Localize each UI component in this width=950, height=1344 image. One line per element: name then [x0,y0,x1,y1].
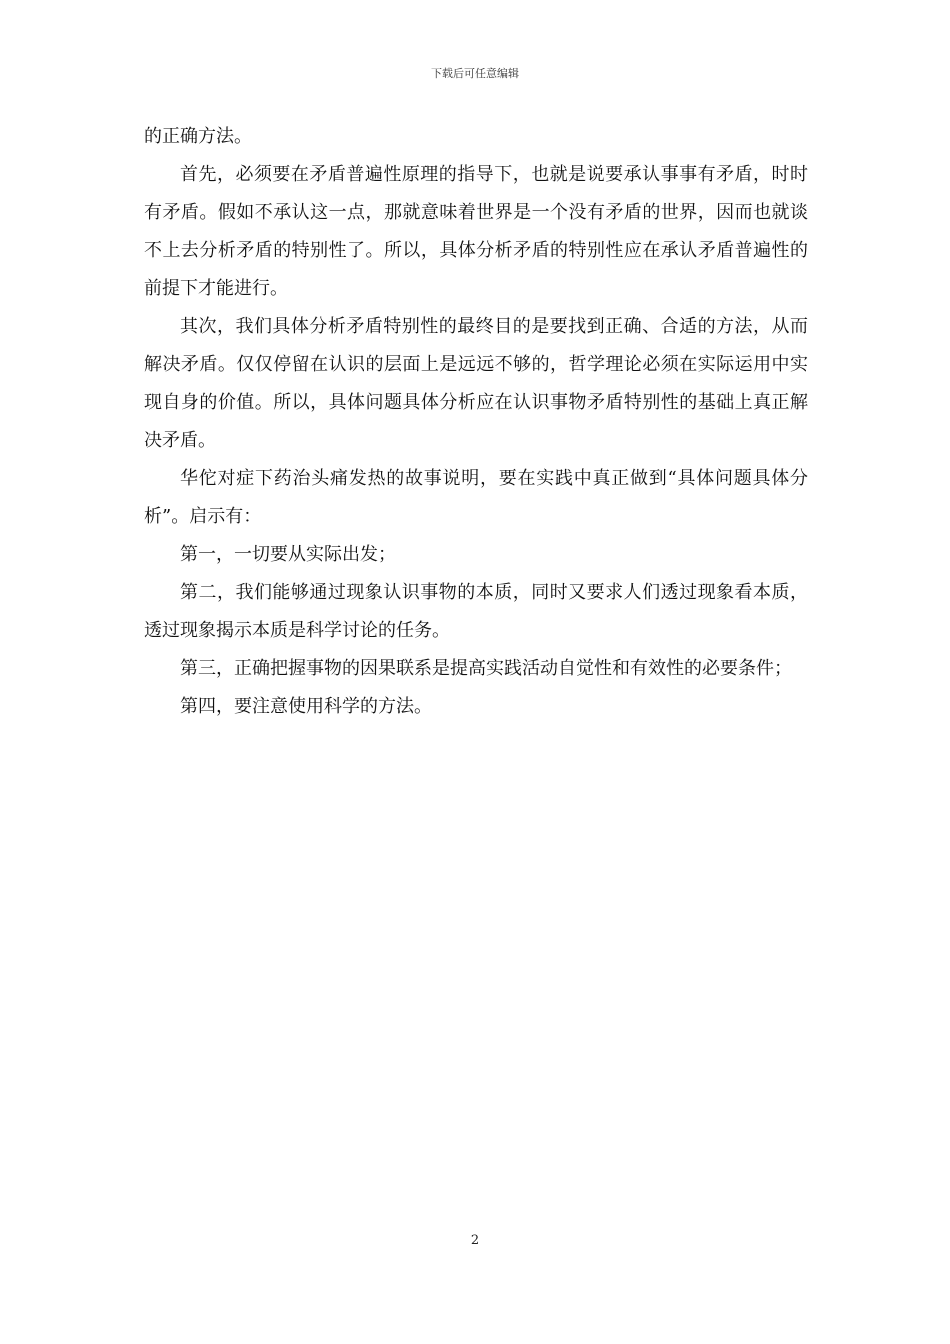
document-body [144,118,808,726]
paragraph-insight-4: 第四，要注意使用科学的方法。 [180,696,432,717]
paragraph-insight-3: 第三，正确把握事物的因果联系是提高实践活动自觉性和有效性的必要条件； [180,658,792,679]
paragraph-continuation: 的正确方法。 [144,126,252,147]
page-number: 2 [470,1233,480,1248]
paragraph-second-point: 其次，我们具体分析矛盾特别性的最终目的是要找到正确、合适的方法，从而解决矛盾。仅仅停留在认识的层面上是远远不够的，哲学理论必须在实际运用中实现自身的价值。所以，具体问题具体分析应在认识事物矛盾特别性的基础上真正解决矛盾。 [144,316,808,451]
paragraph-huatuo-story: 华佗对症下药治头痛发热的故事说明，要在实践中真正做到“具体问题具体分析”。启示有： [144,468,808,527]
paragraph-insight-1: 第一，一切要从实际出发； [180,544,396,565]
page-header: 下载后可任意编辑 [431,67,519,80]
paragraph-insight-2: 第二，我们能够通过现象认识事物的本质，同时又要求人们透过现象看本质，透过现象揭示本质是科学讨论的任务。 [144,582,808,641]
paragraph-first-point: 首先，必须要在矛盾普遍性原理的指导下，也就是说要承认事事有矛盾，时时有矛盾。假如不承认这一点，那就意味着世界是一个没有矛盾的世界，因而也就谈不上去分析矛盾的特别性了。所以，具体分析矛盾的特别性应在承认矛盾普遍性的前提下才能进行。 [144,164,808,299]
